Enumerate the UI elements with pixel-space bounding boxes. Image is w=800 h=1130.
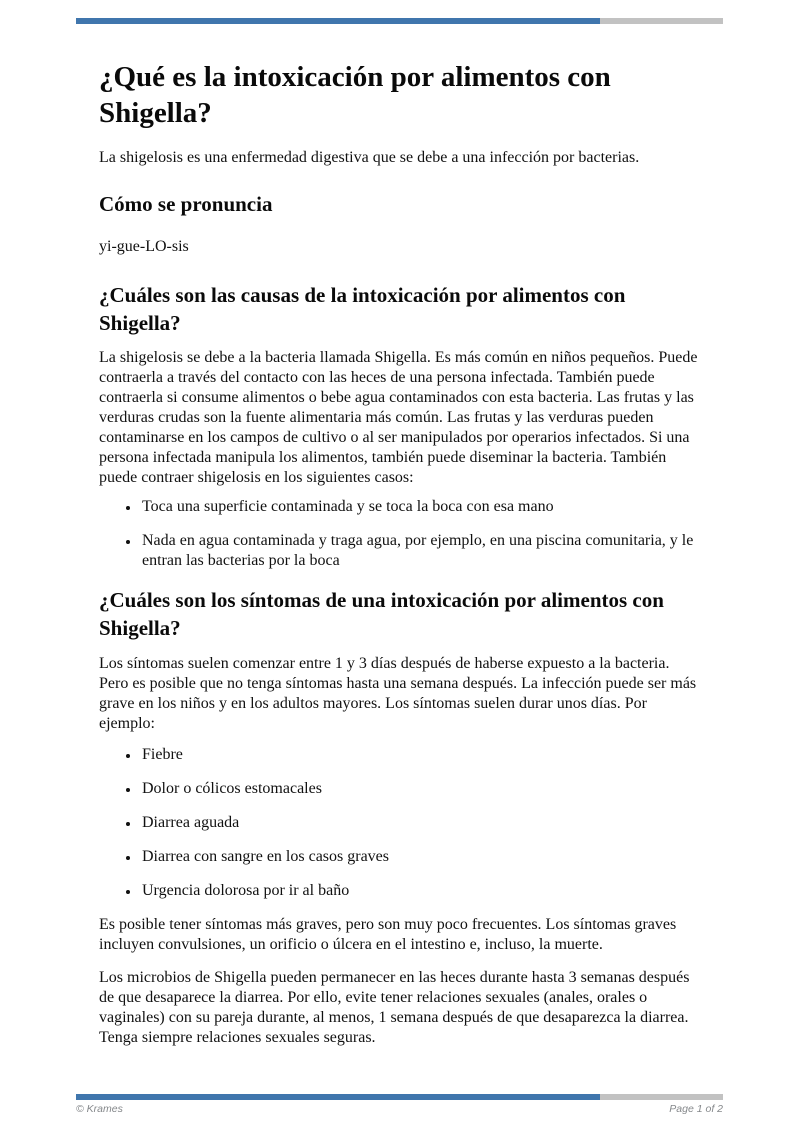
top-divider-blue-segment [76,18,600,24]
list-item: • Fiebre [140,745,700,765]
symptoms-bullet-list [99,745,700,901]
document-body [99,59,700,1048]
page-title: ¿Qué es la intoxicación por alimentos con Shigella? [99,61,611,129]
list-item: • Dolor o cólicos estomacales [140,779,700,799]
footer-divider [76,1094,723,1100]
list-item: • Diarrea aguada [140,813,700,833]
list-item: • Diarrea con sangre en los casos graves [140,847,700,867]
top-divider-gray-segment [600,18,723,24]
list-item: • Toca una superficie contaminada y se toca la boca con esa mano [140,497,700,517]
copyright-text: © Krames [76,1103,123,1115]
list-item: • Nada en agua contaminada y traga agua, por ejemplo, en una piscina comunitaria, y le entran las bacterias por la boca [140,531,700,571]
footer-text-row [76,1103,723,1115]
footer-divider-blue-segment [76,1094,600,1100]
symptoms-paragraph: Los síntomas suelen comenzar entre 1 y 3 días después de haberse expuesto a la bacteria. Pero es posible que no tenga síntomas hasta una semana después. La infección puede ser más grave en los niños y en los adultos mayores. Los síntomas suelen durar unos días. Por ejemplo: [99,655,697,732]
contagion-paragraph: Los microbios de Shigella pueden permanecer en las heces durante hasta 3 semanas después de que desaparece la diarrea. Por ello, evite tener relaciones sexuales (anales, orales o vaginales) con su pareja durante, al menos, 1 semana después de que desaparezca la diarrea. Tenga siempre relaciones sexuales seguras. [99,969,690,1046]
list-item: • Urgencia dolorosa por ir al baño [140,881,700,901]
section-heading-pronunciation: Cómo se pronuncia [99,192,273,216]
footer-divider-gray-segment [600,1094,723,1100]
section-heading-causes: ¿Cuáles son las causas de la intoxicación por alimentos con Shigella? [99,283,626,335]
top-divider [76,18,723,24]
severe-symptoms-paragraph: Es posible tener síntomas más graves, pero son muy poco frecuentes. Los síntomas graves incluyen convulsiones, un orificio o úlcera en el intestino e, incluso, la muerte. [99,916,677,953]
section-heading-symptoms: ¿Cuáles son los síntomas de una intoxicación por alimentos con Shigella? [99,588,664,640]
page-number: Page 1 of 2 [669,1103,723,1115]
causes-bullet-list [99,497,700,571]
intro-paragraph: La shigelosis es una enfermedad digestiva que se debe a una infección por bacterias. [99,149,640,166]
causes-paragraph: La shigelosis se debe a la bacteria llamada Shigella. Es más común en niños pequeños. Puede contraerla a través del contacto con las heces de una persona infectada. También puede contraerla si consume alimentos o bebe agua contaminados con esta bacteria. Las frutas y las verduras crudas son la fuente alimentaria más común. Las frutas y las verduras pueden contaminarse en los campos de cultivo o al ser manipulados por operarios infectados. Si una persona infectada manipula los alimentos, también puede diseminar la bacteria. También puede contraer shigelosis en los siguientes casos: [99,349,698,486]
page-footer [0,1094,800,1115]
pronunciation-text: yi-gue-LO-sis [99,238,189,255]
